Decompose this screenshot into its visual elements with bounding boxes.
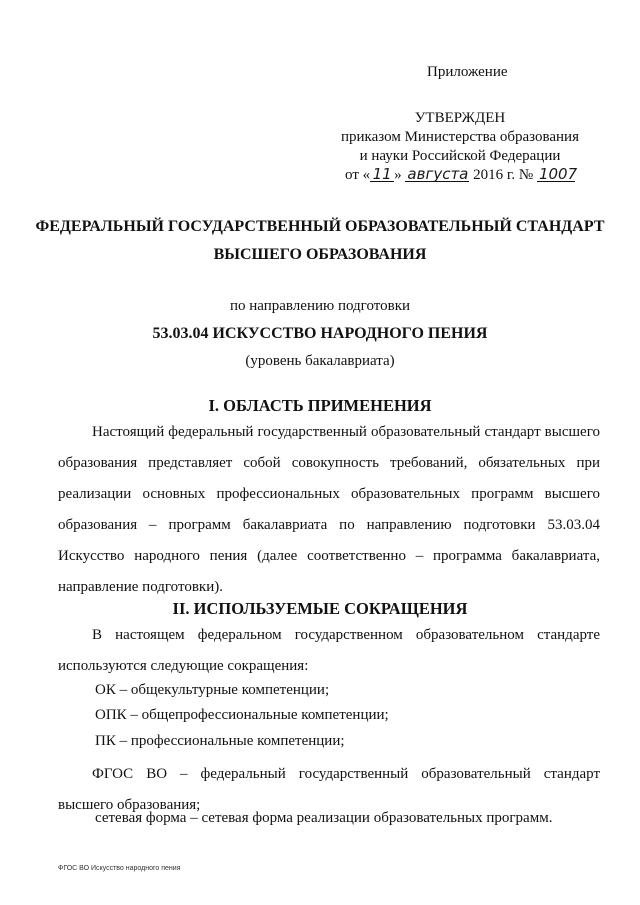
section-2-heading: II. ИСПОЛЬЗУЕМЫЕ СОКРАЩЕНИЯ: [172, 599, 468, 618]
education-level: (уровень бакалавриата): [245, 353, 395, 369]
section-2-intro: В настоящем федеральном государственном образовательном стандарте используются следующие сокращения:: [58, 627, 600, 674]
abbreviation-item: ФГОС ВО – федеральный государственный образовательный стандарт высшего образования;: [58, 766, 600, 813]
approved-label: УТВЕРЖДЕН: [414, 110, 506, 126]
footer-note: ФГОС ВО Искусство народного пения: [58, 865, 181, 872]
approval-block: [335, 109, 585, 185]
section-1-paragraph: Настоящий федеральный государственный образовательный стандарт высшего образования представляет собой совокупность требований, обязательных при реализации основных профессиональных образовательных программ высшего образования – программ бакалавриата по направлению подготовки 53.03.04 Искусство народного пения (далее соответственно – программа бакалавриата, направление подготовки).: [58, 424, 600, 595]
order-line-2: и науки Российской Федерации: [359, 148, 561, 164]
handwritten-month: августа: [407, 165, 469, 183]
date-prefix: от «: [345, 167, 371, 183]
abbreviation-item: сетевая форма – сетевая форма реализации образовательных программ.: [95, 810, 553, 826]
order-date-line: [335, 166, 585, 185]
section-1-heading: I. ОБЛАСТЬ ПРИМЕНЕНИЯ: [208, 396, 432, 415]
year-text: 2016 г. №: [473, 167, 534, 183]
direction-intro: по направлению подготовки: [229, 298, 411, 314]
abbreviation-item: ОПК – общепрофессиональные компетенции;: [95, 707, 389, 723]
abbreviation-item: ОК – общекультурные компетенции;: [95, 682, 330, 698]
handwritten-order-number: 1007: [538, 165, 578, 183]
document-title-line-1: ФЕДЕРАЛЬНЫЙ ГОСУДАРСТВЕННЫЙ ОБРАЗОВАТЕЛЬНЫЙ СТАНДАРТ: [35, 218, 605, 235]
handwritten-day: 11: [370, 167, 394, 182]
direction-title: 53.03.04 ИСКУССТВО НАРОДНОГО ПЕНИЯ: [152, 325, 488, 342]
appendix-label: Приложение: [427, 64, 508, 80]
order-line-1: приказом Министерства образования: [341, 129, 579, 145]
abbreviation-item: ПК – профессиональные компетенции;: [95, 733, 345, 749]
date-mid: »: [394, 167, 402, 183]
document-title-line-2: ВЫСШЕГО ОБРАЗОВАНИЯ: [213, 246, 427, 263]
